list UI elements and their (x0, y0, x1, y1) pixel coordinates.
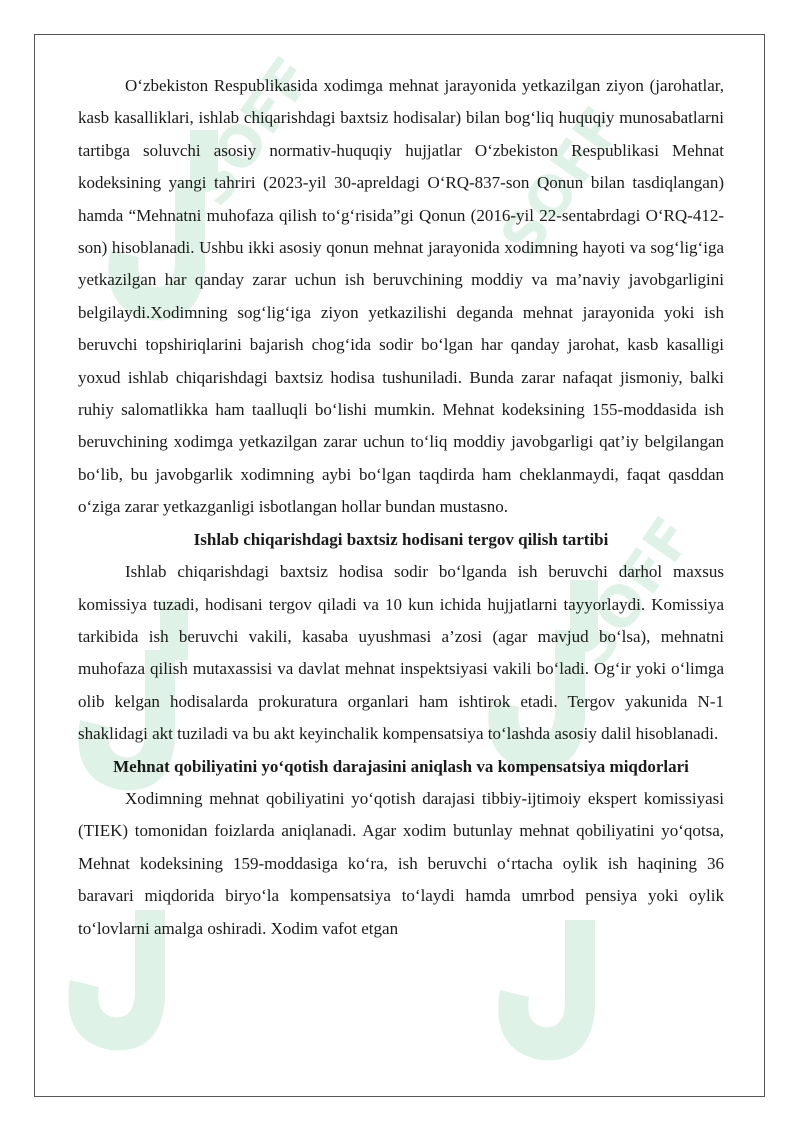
paragraph-investigation-procedure: Ishlab chiqarishdagi baxtsiz hodisa sodir bo‘lganda ish beruvchi darhol maxsus komissiya tuzadi, hodisani tergov qiladi va 10 kun ichida hujjatlarni tayyorlaydi. Komissiya tarkibida ish beruvchi vakili, kasaba uyushmasi a’zosi (agar mavjud bo‘lsa), mehnatni muhofaza qilish mutaxassisi va davlat mehnat inspektsiyasi vakili bo‘ladi. Og‘ir yoki o‘limga olib kelgan hodisalarda prokuratura organlari ham ishtirok etadi. Tergov yakunida N-1 shaklidagi akt tuziladi va bu akt keyinchalik kompensatsiya to‘lashda asosiy dalil hisoblanadi. (78, 562, 724, 744)
heading-accident-investigation: Ishlab chiqarishdagi baxtsiz hodisani tergov qilish tartibi (193, 529, 609, 549)
document-body (78, 70, 724, 945)
svg-text:SOFF: SOFF (488, 96, 636, 269)
svg-text:SOFF: SOFF (178, 46, 326, 219)
paragraph-legal-framework: O‘zbekiston Respublikasida xodimga mehnat jarayonida yetkazilgan ziyon (jarohatlar, kasb kasalliklari, ishlab chiqarishdagi baxtsiz hodisalar) bilan bog‘liq huquqiy munosabatlarni tartibga soluvchi asosiy normativ-huquqiy hujjatlar O‘zbekiston Respublikasi Mehnat kodeksining yangi tahriri (2023-yil 30-apreldagi O‘RQ-837-son Qonun bilan tasdiqlangan) hamda “Mehnatni muhofaza qilish to‘g‘risida”gi Qonun (2016-yil 22-sentabrdagi O‘RQ-412-son) hisoblanadi. Ushbu ikki asosiy qonun mehnat jarayonida xodimning hayoti va sog‘lig‘iga yetkazilgan har qanday zarar uchun ish beruvchining moddiy va ma’naviy javobgarligini belgilaydi.Xodimning sog‘lig‘iga ziyon yetkazilishi deganda mehnat jarayonida yoki ish beruvchi topshiriqlarini bajarish chog‘ida sodir bo‘lgan har qanday jarohat, kasb kasalligi yoxud ishlab chiqarishdagi baxtsiz hodisa tushuniladi. Bunda zarar nafaqat jismoniy, balki ruhiy salomatlikka ham taalluqli bo‘lishi mumkin. Mehnat kodeksining 155-moddasida ish beruvchining xodimga yetkazilgan zarar uchun to‘liq moddiy javobgarligi qat’iy belgilangan bo‘lib, bu javobgarlik xodimning aybi bo‘lgan taqdirda ham cheklanmaydi, faqat qasddan o‘ziga zarar yetkazganligi isbotlangan hollar bundan mustasno. (78, 76, 724, 517)
heading-disability-compensation: Mehnat qobiliyatini yo‘qotish darajasini aniqlash va kompensatsiya miqdorlari (113, 756, 689, 776)
paragraph-disability-assessment: Xodimning mehnat qobiliyatini yo‘qotish darajasi tibbiy-ijtimoiy ekspert komissiyasi (TIEK) tomonidan foizlarda aniqlanadi. Agar xodim butunlay mehnat qobiliyatini yo‘qotsa, Mehnat kodeksining 159-moddasiga ko‘ra, ish beruvchi o‘rtacha oylik ish haqining 36 baravari miqdorida biryo‘la kompensatsiya to‘laydi hamda umrbod pensiya yoki oylik to‘lovlarni amalga oshiradi. Xodim vafot etgan (78, 788, 724, 938)
svg-text:SOFF: SOFF (558, 506, 706, 679)
